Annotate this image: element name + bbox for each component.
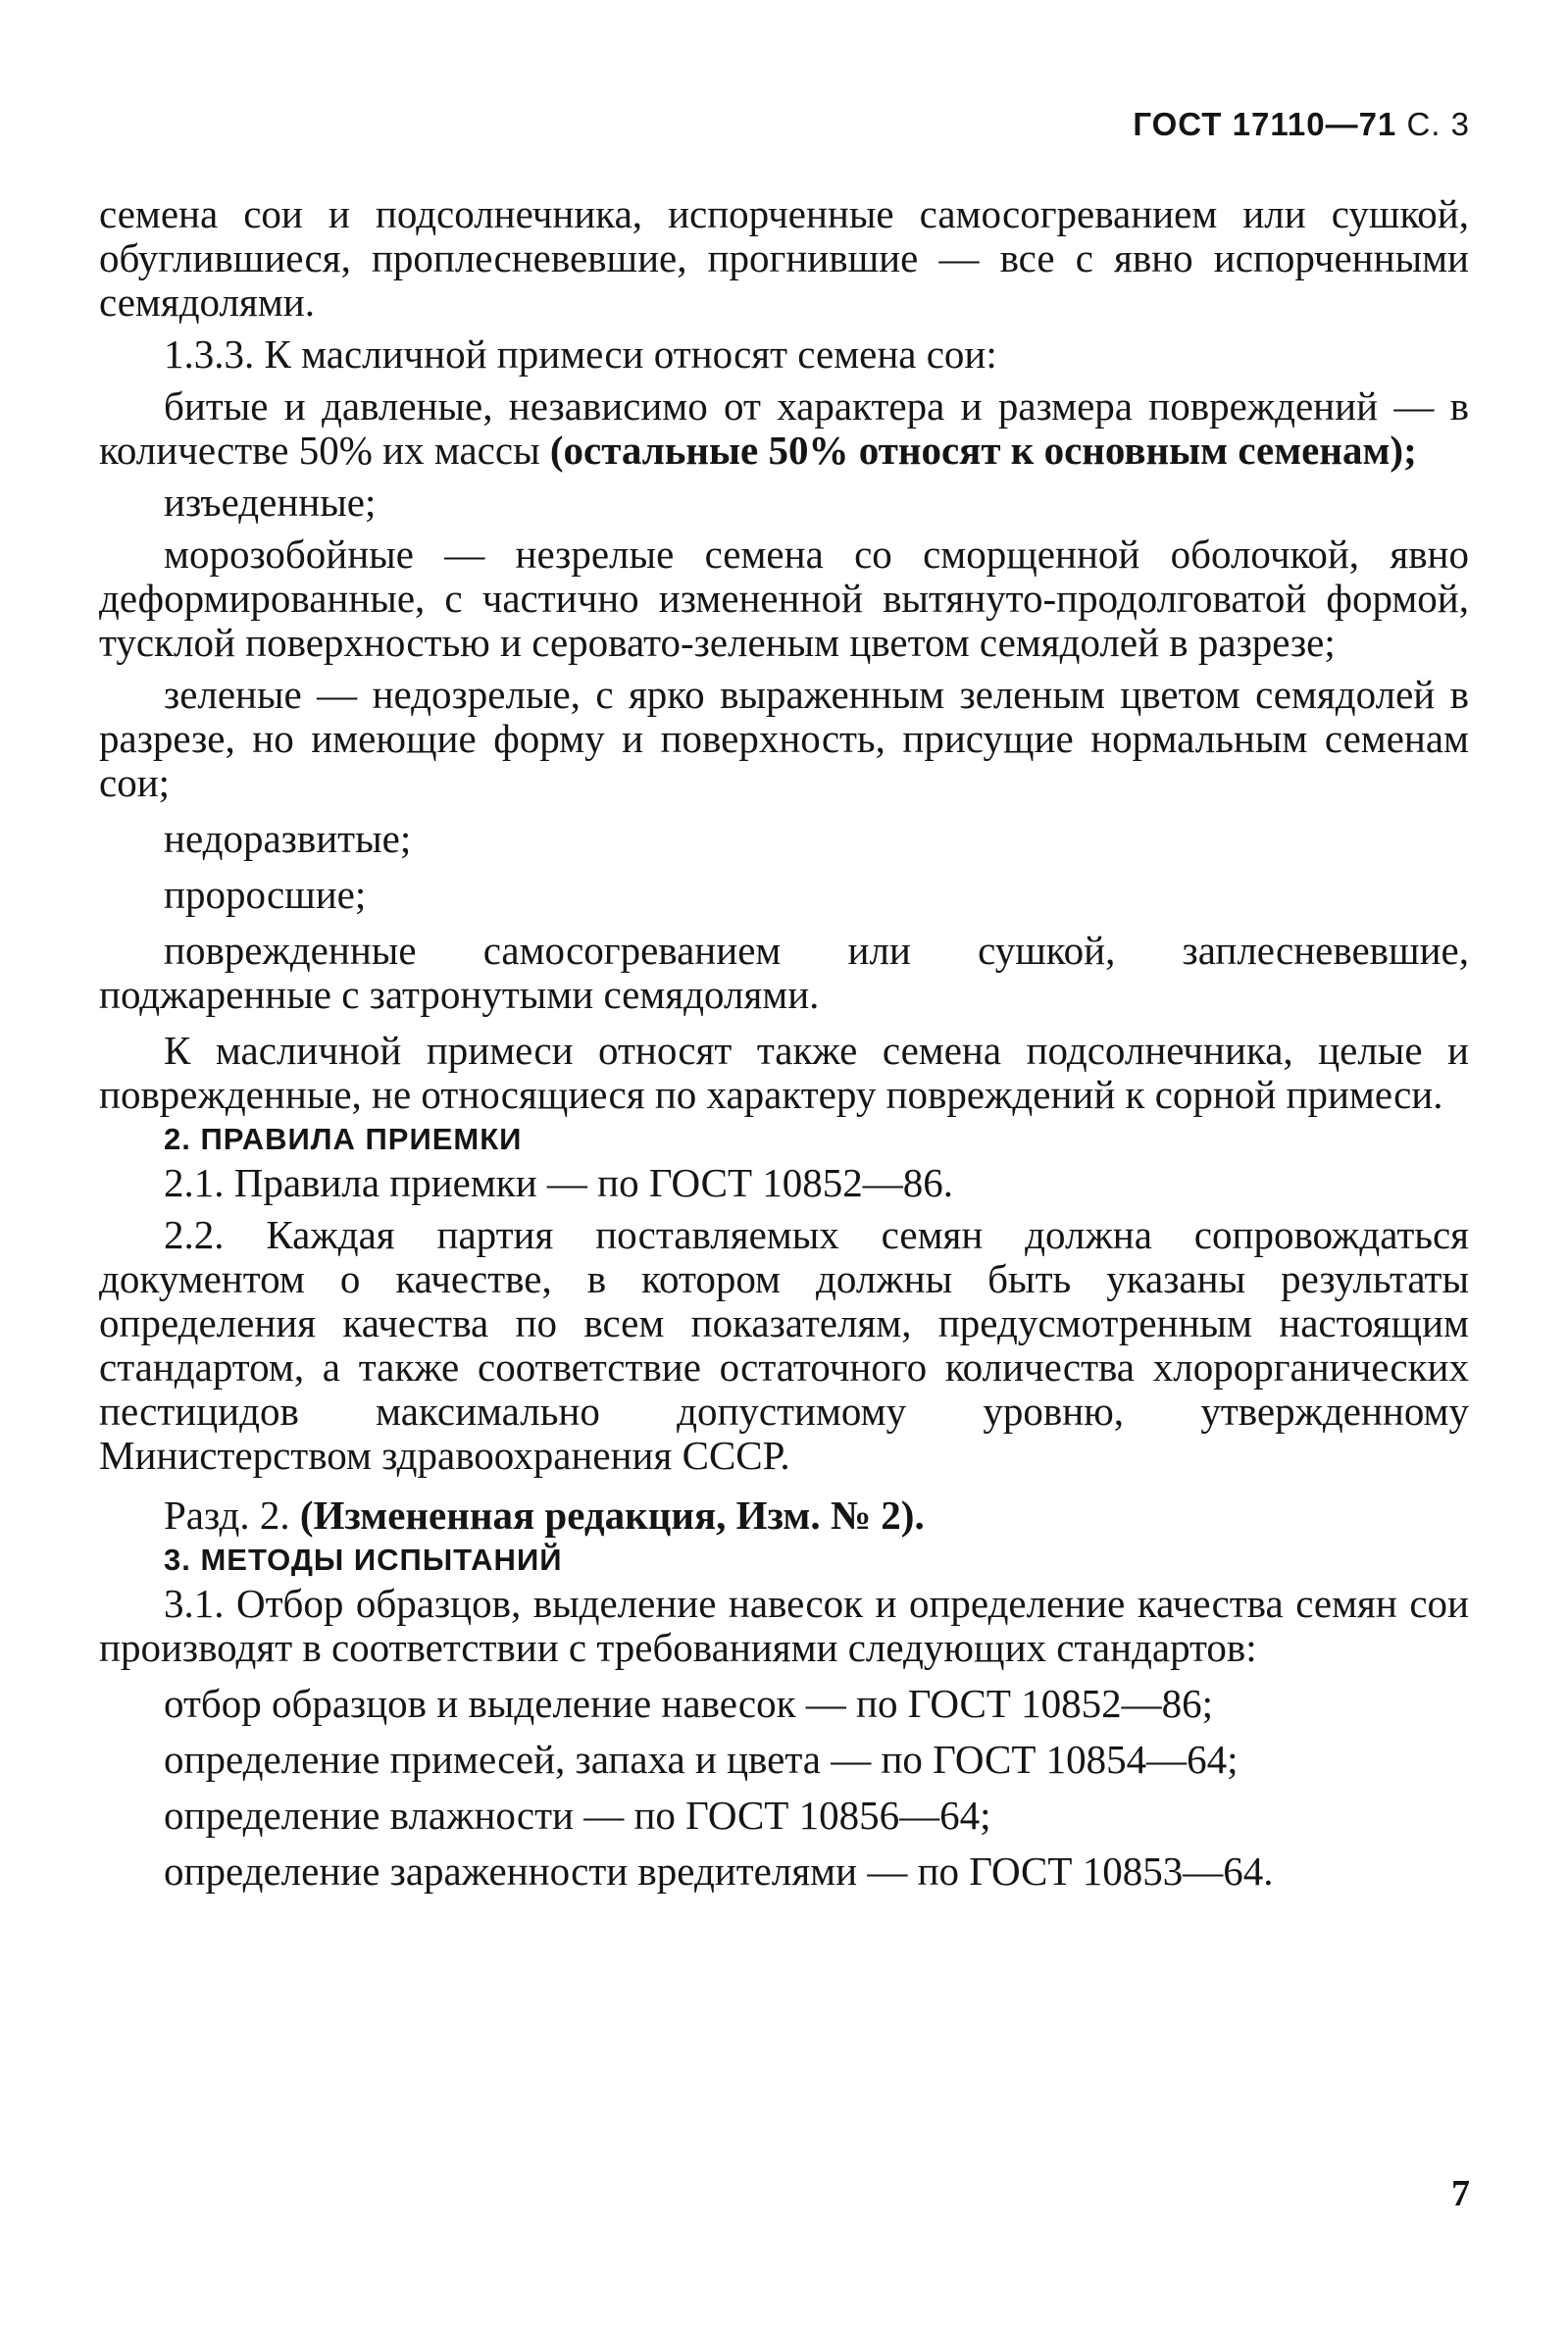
page-header <box>1133 106 1470 143</box>
paragraph-text: битые и давленые, независимо от характера и размера повреждений — в количестве 50% их массы <box>99 383 1469 473</box>
paragraph: 1.3.3. К масличной примеси относят семена сои: <box>164 331 997 377</box>
paragraph: недоразвитые; <box>164 816 412 861</box>
standard-number: ГОСТ 17110—71 <box>1133 106 1397 142</box>
body-text <box>99 192 1469 1894</box>
paragraph: определение примесей, запаха и цвета — по ГОСТ 10854—64; <box>164 1737 1239 1782</box>
section-title: 3. МЕТОДЫ ИСПЫТАНИЙ <box>164 1543 563 1577</box>
section-title: 2. ПРАВИЛА ПРИЕМКИ <box>164 1122 523 1156</box>
paragraph: поврежденные самосогреванием или сушкой, заплесневевшие, поджаренные с затронутыми семядолями. <box>99 928 1469 1017</box>
paragraph: определение влажности — по ГОСТ 10856—64; <box>164 1793 991 1838</box>
amendment-note <box>99 1494 1469 1538</box>
folio-number: 7 <box>1451 2173 1470 2214</box>
paragraph: морозобойные — незрелые семена со сморщенной оболочкой, явно деформированные, с частично измененной вытянуто-продолговатой формой, тусклой поверхностью и серовато-зеленым цветом семядолей в разрезе; <box>99 532 1469 665</box>
amendment-text: (Измененная редакция, Изм. № 2). <box>299 1493 925 1538</box>
paragraph: проросшие; <box>164 872 367 917</box>
paragraph <box>99 384 1469 473</box>
paragraph: 2.2. Каждая партия поставляемых семян должна сопровождаться документом о качестве, в котором должны быть указаны результаты определения качества по всем показателям, предусмотренным настоящим стандартом, а также соответствие остаточного количества хлорорганических пестицидов максимально допустимому уровню, утвержденному Министерством здравоохранения СССР. <box>99 1212 1469 1478</box>
paragraph: определение зараженности вредителями — по ГОСТ 10853—64. <box>164 1848 1274 1894</box>
paragraph: К масличной примеси относят также семена подсолнечника, целые и поврежденные, не относящиеся по характеру повреждений к сорной примеси. <box>99 1028 1469 1117</box>
amendment-prefix: Разд. 2. <box>164 1493 300 1538</box>
paragraph-bold-text: (остальные 50% относят к основным семенам); <box>549 428 1417 473</box>
paragraph: семена сои и подсолнечника, испорченные самосогреванием или сушкой, обуглившиеся, проплесневевшие, прогнившие — все с явно испорченными семядолями. <box>99 191 1469 325</box>
paragraph: отбор образцов и выделение навесок — по ГОСТ 10852—86; <box>164 1681 1214 1726</box>
paragraph: 3.1. Отбор образцов, выделение навесок и определение качества семян сои производят в соответствии с требованиями следующих стандартов: <box>99 1581 1469 1670</box>
paragraph: 2.1. Правила приемки — по ГОСТ 10852—86. <box>164 1160 954 1205</box>
paragraph: изъеденные; <box>164 480 377 525</box>
paragraph: зеленые — недозрелые, с ярко выраженным зеленым цветом семядолей в разрезе, но имеющие форму и поверхность, присущие нормальным семенам сои; <box>99 672 1469 805</box>
page-number-label: С. 3 <box>1406 106 1470 142</box>
